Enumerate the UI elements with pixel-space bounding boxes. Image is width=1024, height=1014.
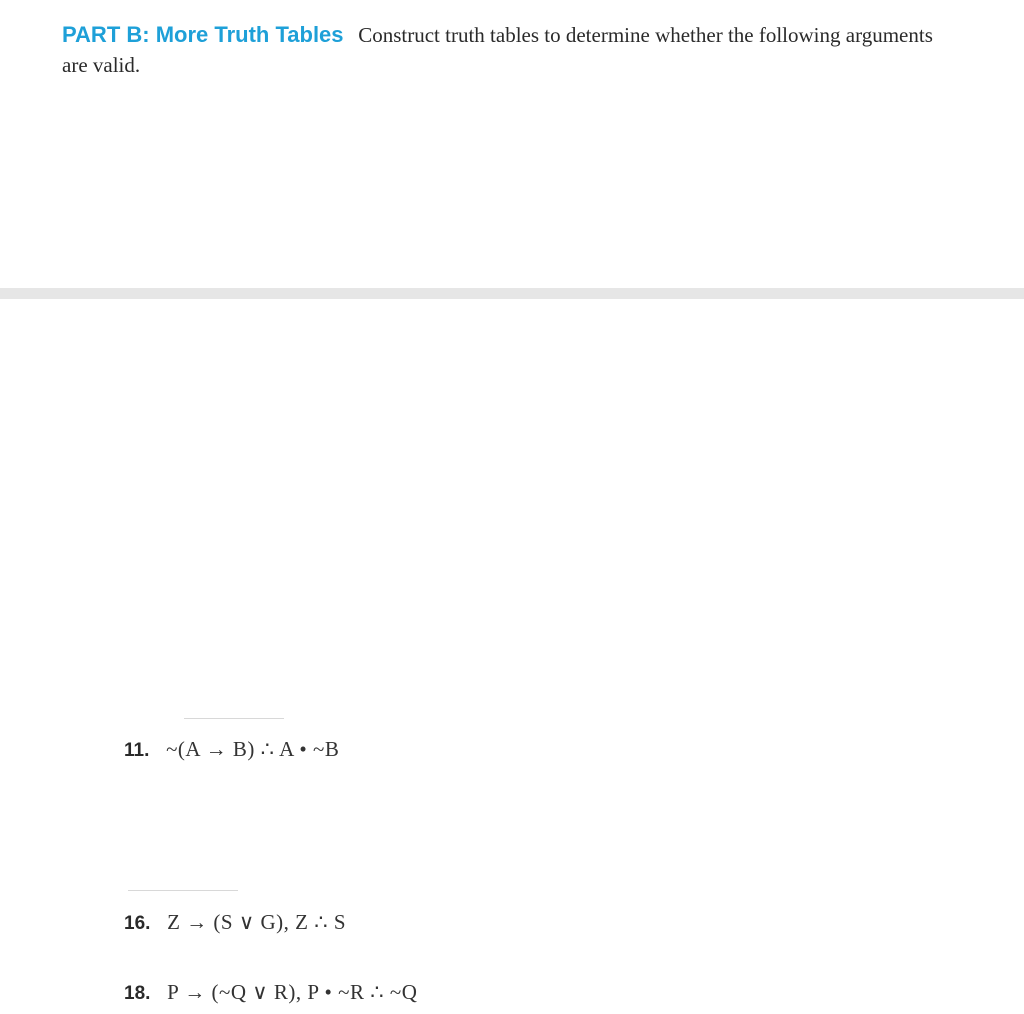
problem-formula: Z → (S ∨ G), Z ∴ S <box>167 910 347 934</box>
scan-artifact <box>128 890 238 891</box>
problem-18 <box>124 980 417 1005</box>
problem-number: 11. <box>124 740 150 761</box>
instructions-text: Construct truth tables to determine whether the following arguments are valid. <box>62 23 933 77</box>
problem-number: 16. <box>124 913 151 934</box>
section-header <box>62 20 962 80</box>
problem-formula: ~(A → B) ∴ A • ~B <box>166 737 340 761</box>
problem-formula: P → (~Q ∨ R), P • ~R ∴ ~Q <box>167 980 418 1004</box>
problem-number: 18. <box>124 983 151 1004</box>
problem-11 <box>124 737 339 762</box>
page-divider <box>0 288 1024 299</box>
scan-artifact <box>184 718 284 719</box>
problem-16 <box>124 910 346 935</box>
part-title: PART B: More Truth Tables <box>62 22 344 47</box>
